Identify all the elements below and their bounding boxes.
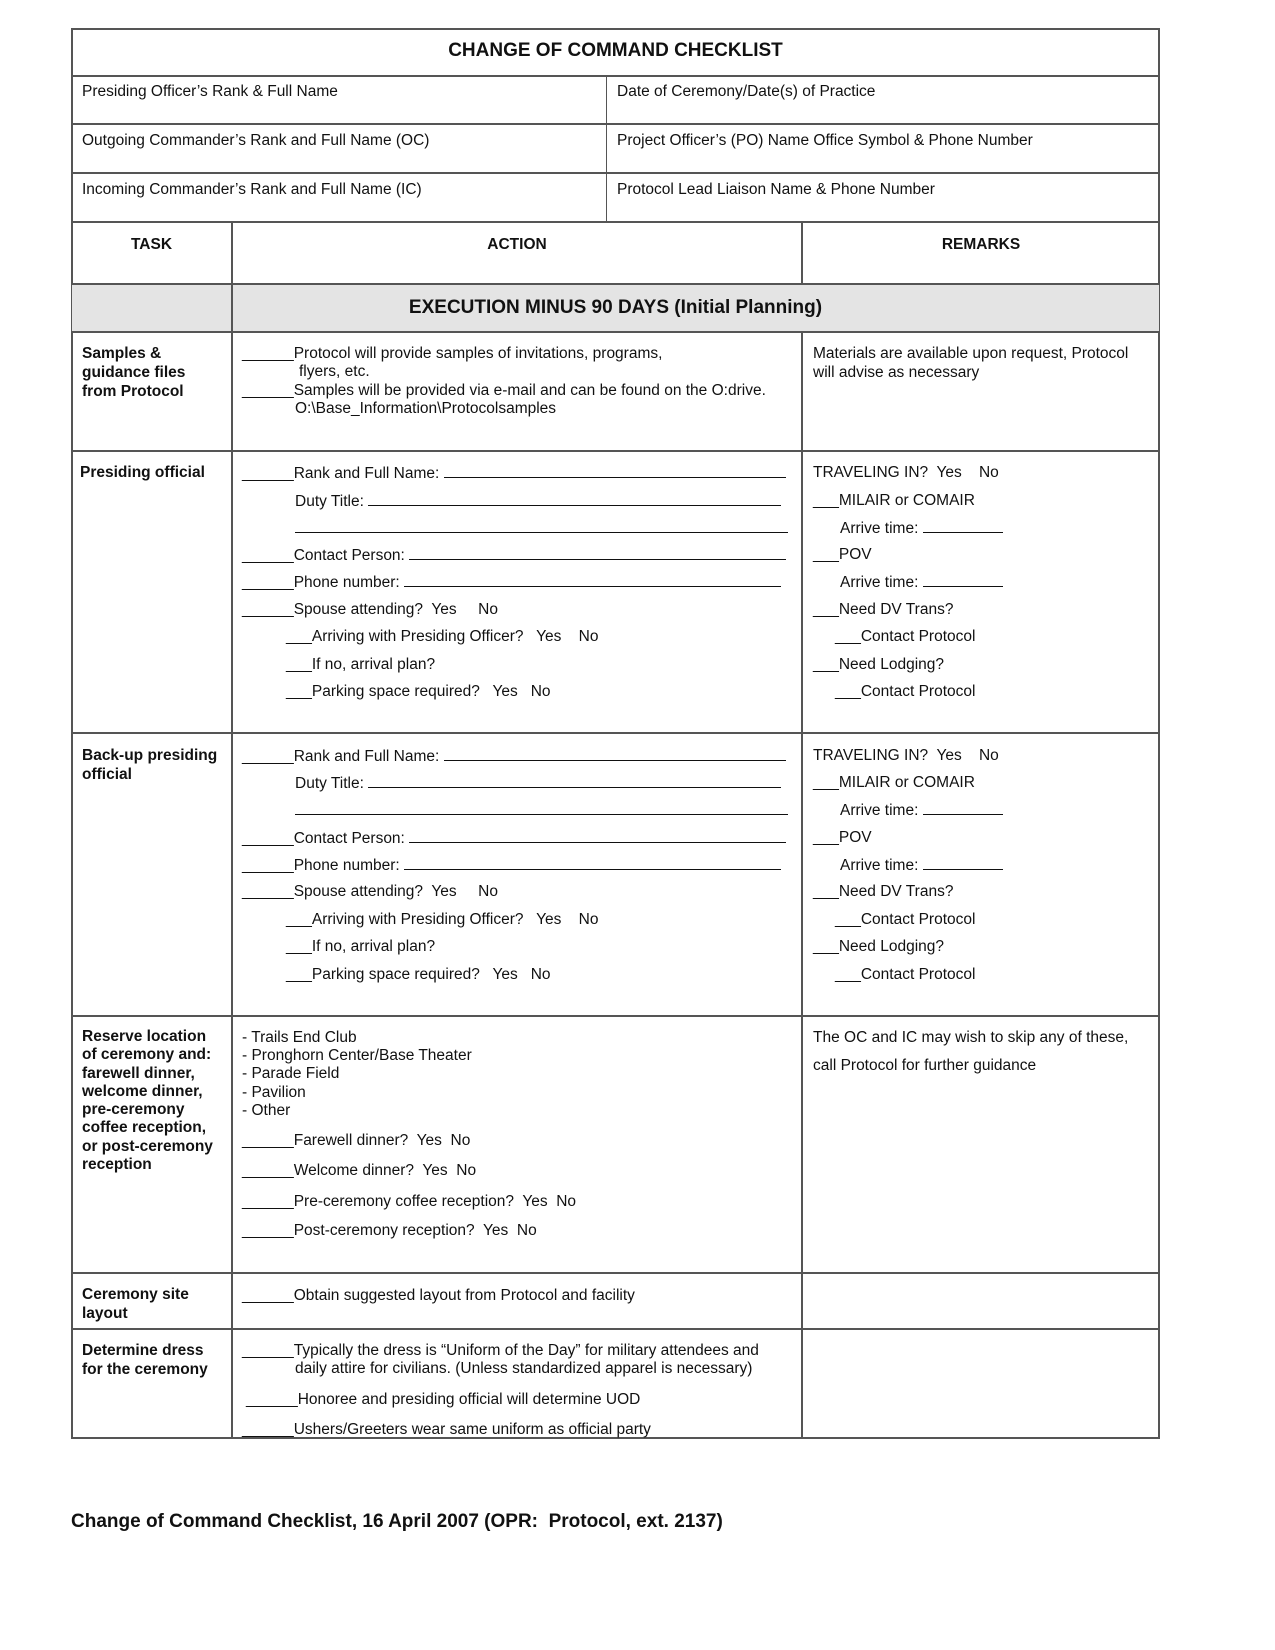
location-option: - Parade Field: [242, 1065, 340, 1082]
outgoing-commander-field[interactable]: Outgoing Commander’s Rank and Full Name (OC): [82, 132, 430, 149]
remarks-line: call Protocol for further guidance: [813, 1057, 1037, 1074]
duty-title-line2[interactable]: [295, 518, 788, 538]
contact-protocol[interactable]: ___Contact Protocol: [835, 911, 976, 928]
location-option: - Pronghorn Center/Base Theater: [242, 1047, 472, 1064]
contact-protocol[interactable]: ___Contact Protocol: [835, 966, 976, 983]
divider: [71, 123, 1160, 125]
divider: [71, 75, 1160, 77]
arrive-time-field[interactable]: Arrive time:: [840, 800, 1003, 820]
traveling-in[interactable]: TRAVELING IN? Yes No: [813, 464, 999, 481]
pov[interactable]: ___POV: [813, 546, 872, 563]
pre-ceremony-reception[interactable]: ______Pre-ceremony coffee reception? Yes No: [242, 1193, 577, 1210]
milair-comair[interactable]: ___MILAIR or COMAIR: [813, 774, 975, 791]
location-option: - Other: [242, 1102, 291, 1119]
phone-number-field[interactable]: ______Phone number:: [242, 855, 781, 875]
arrive-time-field[interactable]: Arrive time:: [840, 855, 1003, 875]
arriving-with-officer[interactable]: ___Arriving with Presiding Officer? Yes No: [286, 628, 599, 645]
contact-protocol[interactable]: ___Contact Protocol: [835, 628, 976, 645]
divider: [71, 221, 1160, 223]
remarks-line: The OC and IC may wish to skip any of these,: [813, 1029, 1129, 1046]
incoming-commander-field[interactable]: Incoming Commander’s Rank and Full Name (IC): [82, 181, 422, 198]
arrive-time-field[interactable]: Arrive time:: [840, 518, 1003, 538]
task-backup-presiding-official: Back-up presiding official: [82, 747, 218, 783]
column-header-action: ACTION: [487, 236, 547, 253]
column-header-task: TASK: [130, 236, 173, 253]
column-divider: [801, 221, 803, 283]
farewell-dinner[interactable]: ______Farewell dinner? Yes No: [242, 1132, 471, 1149]
date-of-ceremony-field[interactable]: Date of Ceremony/Date(s) of Practice: [617, 83, 876, 100]
duty-title-line2[interactable]: [295, 800, 788, 820]
post-ceremony-reception[interactable]: ______Post-ceremony reception? Yes No: [242, 1222, 537, 1239]
location-option: - Pavilion: [242, 1084, 306, 1101]
contact-person-field[interactable]: ______Contact Person:: [242, 828, 786, 848]
rank-name-field[interactable]: ______Rank and Full Name:: [242, 746, 786, 766]
arrive-time-field[interactable]: Arrive time:: [840, 572, 1003, 592]
contact-person-field[interactable]: ______Contact Person:: [242, 545, 786, 565]
need-lodging[interactable]: ___Need Lodging?: [813, 938, 945, 955]
milair-comair[interactable]: ___MILAIR or COMAIR: [813, 492, 975, 509]
action-line[interactable]: ______Samples will be provided via e-mail and can be found on the O:drive.: [242, 382, 766, 399]
duty-title-field[interactable]: Duty Title:: [295, 491, 781, 511]
rank-name-field[interactable]: ______Rank and Full Name:: [242, 463, 786, 483]
honoree-uod[interactable]: ______Honoree and presiding official will determine UOD: [246, 1391, 641, 1408]
parking-space[interactable]: ___Parking space required? Yes No: [286, 683, 551, 700]
divider: [71, 331, 1160, 333]
task-ceremony-site-layout: Ceremony site layout: [82, 1286, 189, 1322]
need-lodging[interactable]: ___Need Lodging?: [813, 656, 945, 673]
arriving-with-officer[interactable]: ___Arriving with Presiding Officer? Yes No: [286, 911, 599, 928]
divider: [71, 1272, 1160, 1274]
column-header-remarks: REMARKS: [941, 236, 1021, 253]
task-presiding-official: Presiding official: [80, 464, 205, 481]
duty-title-field[interactable]: Duty Title:: [295, 773, 781, 793]
column-divider: [231, 221, 233, 1438]
need-dv-trans[interactable]: ___Need DV Trans?: [813, 601, 954, 618]
project-officer-field[interactable]: Project Officer’s (PO) Name Office Symbol & Phone Number: [617, 132, 1033, 149]
presiding-officer-field[interactable]: Presiding Officer’s Rank & Full Name: [82, 83, 338, 100]
divider: [71, 1328, 1160, 1330]
dress-typical-cont: daily attire for civilians. (Unless standardized apparel is necessary): [295, 1360, 753, 1377]
divider: [606, 75, 607, 222]
spouse-attending[interactable]: ______Spouse attending? Yes No: [242, 883, 498, 900]
section-title: EXECUTION MINUS 90 DAYS (Initial Planning): [408, 297, 823, 318]
obtain-layout[interactable]: ______Obtain suggested layout from Protocol and facility: [242, 1287, 635, 1304]
divider: [71, 1015, 1160, 1017]
document-title: CHANGE OF COMMAND CHECKLIST: [448, 40, 783, 61]
ushers-uniform[interactable]: ______Ushers/Greeters wear same uniform as official party: [242, 1421, 651, 1438]
arrival-plan[interactable]: ___If no, arrival plan?: [286, 656, 436, 673]
protocol-liaison-field[interactable]: Protocol Lead Liaison Name & Phone Number: [617, 181, 935, 198]
pov[interactable]: ___POV: [813, 829, 872, 846]
task-reserve-location: Reserve location of ceremony and: farewell dinner, welcome dinner, pre-ceremony coffee reception, or post-ceremony reception: [82, 1028, 213, 1174]
remarks-samples: Materials are available upon request, Protocol will advise as necessary: [813, 345, 1129, 381]
phone-number-field[interactable]: ______Phone number:: [242, 572, 781, 592]
welcome-dinner[interactable]: ______Welcome dinner? Yes No: [242, 1162, 477, 1179]
task-samples: Samples & guidance files from Protocol: [82, 345, 186, 400]
spouse-attending[interactable]: ______Spouse attending? Yes No: [242, 601, 498, 618]
action-line[interactable]: ______Protocol will provide samples of invitations, programs,: [242, 345, 663, 362]
divider: [71, 172, 1160, 174]
location-option: - Trails End Club: [242, 1029, 357, 1046]
document-footer: Change of Command Checklist, 16 April 2007 (OPR: Protocol, ext. 2137): [71, 1511, 723, 1532]
task-determine-dress: Determine dress for the ceremony: [82, 1342, 208, 1378]
contact-protocol[interactable]: ___Contact Protocol: [835, 683, 976, 700]
dress-typical[interactable]: ______Typically the dress is “Uniform of the Day” for military attendees and: [242, 1342, 759, 1359]
traveling-in[interactable]: TRAVELING IN? Yes No: [813, 747, 999, 764]
action-line: O:\Base_Information\Protocolsamples: [295, 400, 557, 417]
parking-space[interactable]: ___Parking space required? Yes No: [286, 966, 551, 983]
action-line: flyers, etc.: [299, 363, 370, 380]
arrival-plan[interactable]: ___If no, arrival plan?: [286, 938, 436, 955]
need-dv-trans[interactable]: ___Need DV Trans?: [813, 883, 954, 900]
divider: [71, 450, 1160, 452]
divider: [71, 732, 1160, 734]
